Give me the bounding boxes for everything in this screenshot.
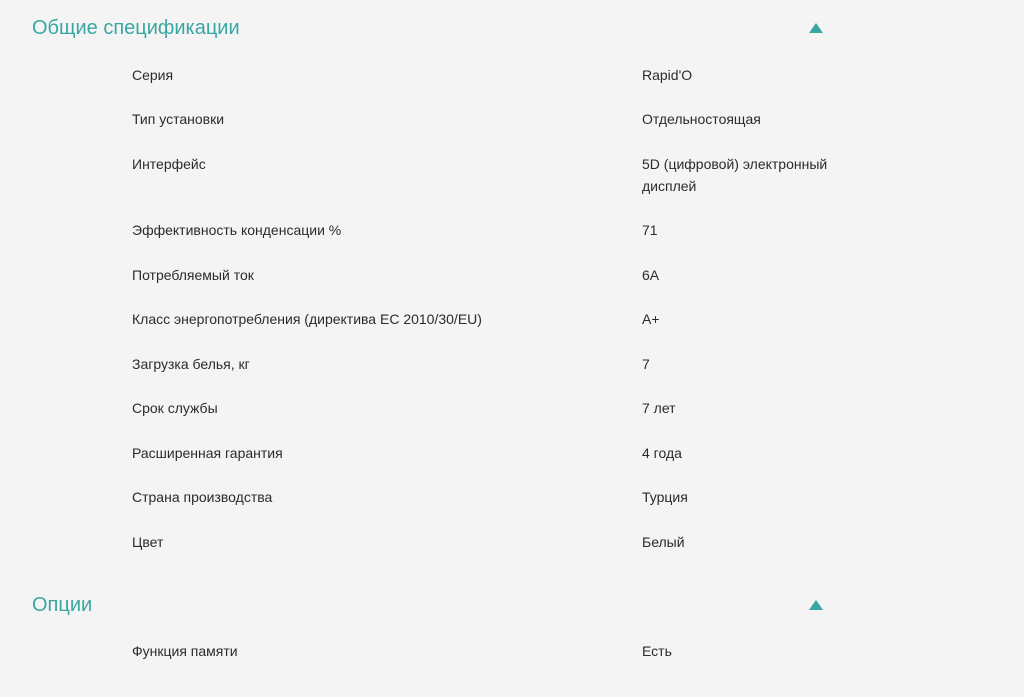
spec-label: Расширенная гарантия [132,445,283,461]
section-title: Опции [32,594,93,616]
spec-value: 5D (цифровой) электронный дисплей [642,156,828,194]
spec-label: Страна производства [132,489,273,505]
spec-value: A+ [642,311,660,327]
spec-label: Тип установки [132,111,225,127]
spec-value: Белый [642,534,685,550]
spec-value: 71 [642,222,658,238]
spec-label: Класс энергопотребления (директива ЕС 2010/30/EU) [132,311,482,327]
spec-value: 4 года [642,445,682,461]
spec-label: Эффективность конденсации % [132,222,342,238]
triangle-up-icon[interactable] [808,599,824,611]
spec-label: Загрузка белья, кг [132,356,250,372]
spec-value: Есть [642,643,672,659]
spec-label: Серия [132,67,174,83]
spec-value: Rapid'O [642,67,693,83]
spec-value: 6A [642,267,660,283]
spec-value: 7 [642,356,650,372]
spec-label: Срок службы [132,400,218,416]
spec-value: Турция [642,489,688,505]
section-header-general-specs[interactable] [0,8,1024,48]
section-header-options[interactable] [0,585,1024,625]
spec-label: Потребляемый ток [132,267,254,283]
spec-label: Интерфейс [132,156,206,172]
spec-label: Цвет [132,534,164,550]
section-title: Общие спецификации [32,17,240,39]
spec-value: Отдельностоящая [642,111,761,127]
spec-label: Функция памяти [132,643,238,659]
spec-value: 7 лет [642,400,676,416]
triangle-up-icon[interactable] [808,22,824,34]
